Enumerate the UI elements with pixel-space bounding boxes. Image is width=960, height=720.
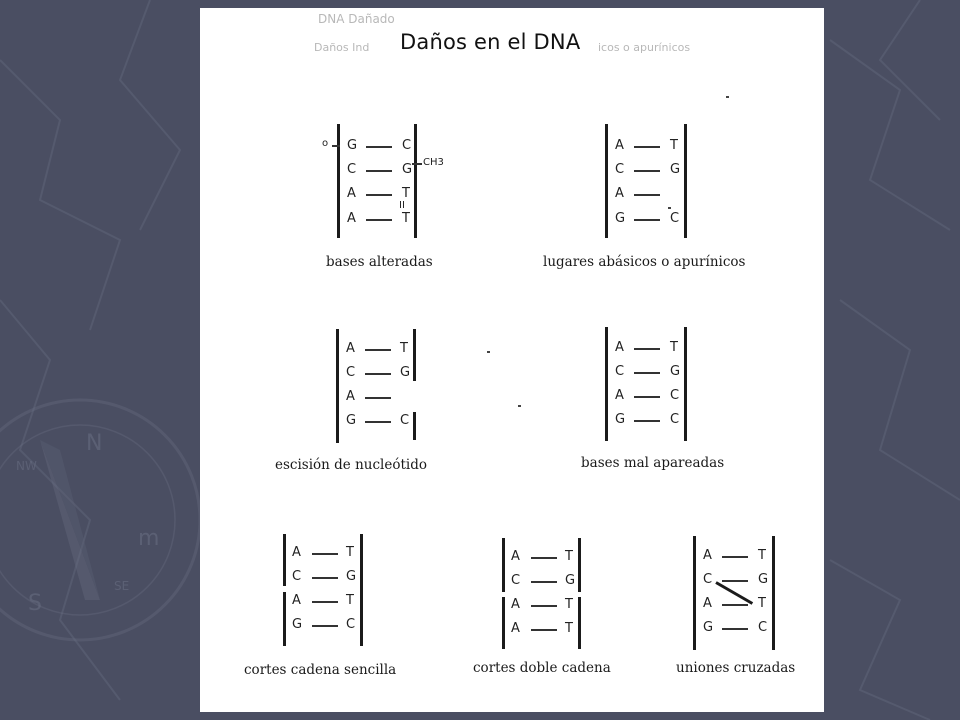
bond: [722, 580, 748, 582]
svg-text:S: S: [28, 591, 42, 616]
base-left: C: [292, 569, 302, 584]
base-right: G: [670, 364, 681, 379]
caption-bases-mal-apareadas: bases mal apareadas: [581, 455, 725, 471]
base-left: C: [615, 162, 625, 177]
left-strand: [336, 329, 339, 443]
bond: [312, 625, 338, 627]
bond: [722, 628, 748, 630]
mismatched-base: C: [670, 388, 680, 403]
base-right: G: [758, 572, 769, 587]
methyl-bond: [412, 163, 422, 165]
base-left: C: [703, 572, 713, 587]
caption-cortes-cadena-sencilla: cortes cadena sencilla: [244, 662, 397, 678]
base-right: T: [346, 593, 354, 608]
base-right: T: [565, 597, 573, 612]
base-left: A: [511, 549, 520, 564]
speck: [487, 351, 490, 353]
base-left: A: [292, 593, 301, 608]
ghost-header-text-1: DNA Dañado: [318, 12, 395, 26]
base-right: T: [346, 545, 354, 560]
base-left: G: [615, 412, 626, 427]
bond: [634, 194, 660, 196]
page-title: Daños en el DNA: [400, 30, 581, 54]
base-left: A: [511, 597, 520, 612]
base-right: T: [565, 549, 573, 564]
right-strand-lower: [413, 412, 416, 440]
base-right: T: [565, 621, 573, 636]
base-right: T: [402, 211, 410, 226]
bond: [634, 420, 660, 422]
caption-uniones-cruzadas: uniones cruzadas: [676, 660, 796, 676]
base-right: T: [758, 548, 766, 563]
bond: [312, 601, 338, 603]
base-left: C: [511, 573, 521, 588]
bond: [722, 604, 748, 606]
base-left: A: [347, 186, 356, 201]
bond: [531, 557, 557, 559]
bond: [365, 421, 391, 423]
base-right: C: [400, 413, 410, 428]
left-strand: [337, 124, 340, 238]
base-left: A: [703, 596, 712, 611]
oxidation-mark: o: [322, 138, 329, 149]
bond: [366, 170, 392, 172]
base-right: T: [670, 138, 678, 153]
base-left: G: [347, 138, 358, 153]
svg-text:m: m: [138, 526, 160, 551]
bond: [634, 348, 660, 350]
base-left: A: [346, 341, 355, 356]
base-left: G: [292, 617, 303, 632]
base-left: A: [347, 211, 356, 226]
base-right: T: [402, 186, 410, 201]
base-right: T: [400, 341, 408, 356]
base-right: G: [346, 569, 357, 584]
svg-text:NW: NW: [16, 459, 37, 473]
base-right: G: [402, 162, 413, 177]
base-right: T: [670, 340, 678, 355]
left-strand: [693, 536, 696, 650]
base-left: A: [703, 548, 712, 563]
base-left: G: [615, 211, 626, 226]
right-strand: [684, 124, 687, 238]
base-right: C: [670, 211, 680, 226]
base-left: A: [615, 388, 624, 403]
right-strand-upper: [578, 538, 581, 592]
bond: [312, 577, 338, 579]
right-strand-upper: [413, 329, 416, 381]
left-strand: [605, 327, 608, 441]
base-left: A: [511, 621, 520, 636]
base-left: A: [346, 389, 355, 404]
base-right: G: [565, 573, 576, 588]
caption-escision-nucleotido: escisión de nucleótido: [275, 457, 427, 473]
left-strand-lower: [283, 592, 286, 646]
bond: [366, 194, 392, 196]
base-left: A: [615, 186, 624, 201]
base-right: C: [402, 138, 412, 153]
bond: [531, 629, 557, 631]
bond: [365, 397, 391, 399]
speck: [668, 207, 671, 209]
svg-text:SE: SE: [114, 579, 130, 593]
bond: [634, 219, 660, 221]
left-strand-lower: [502, 597, 505, 649]
base-right: C: [758, 620, 768, 635]
caption-bases-alteradas: bases alteradas: [326, 254, 433, 270]
base-left: C: [346, 365, 356, 380]
right-strand: [772, 536, 775, 650]
base-left: A: [615, 340, 624, 355]
base-right: T: [758, 596, 766, 611]
speck: [726, 96, 729, 98]
bond: [634, 146, 660, 148]
base-right: G: [400, 365, 411, 380]
left-strand-upper: [502, 538, 505, 592]
right-strand: [360, 534, 363, 646]
bond: [365, 349, 391, 351]
base-right: C: [670, 412, 680, 427]
ghost-header-text-3: icos o apurínicos: [598, 41, 691, 54]
base-right: G: [670, 162, 681, 177]
bond: [366, 146, 392, 148]
bond: [312, 553, 338, 555]
ghost-header-text-2: Daños Ind: [314, 41, 370, 54]
right-strand: [414, 124, 417, 238]
bond: [365, 373, 391, 375]
base-left: G: [346, 413, 357, 428]
left-strand: [605, 124, 608, 238]
bond: [634, 396, 660, 398]
right-strand: [684, 327, 687, 441]
bond: [366, 219, 392, 221]
bond: [531, 581, 557, 583]
base-left: C: [615, 364, 625, 379]
left-strand-upper: [283, 534, 286, 586]
svg-text:N: N: [86, 431, 103, 456]
base-left: G: [703, 620, 714, 635]
speck: [518, 405, 521, 407]
bond: [332, 145, 340, 147]
crosslink-bond: [715, 581, 753, 605]
methyl-label: CH3: [423, 157, 444, 168]
bond: [722, 556, 748, 558]
right-strand-lower: [578, 597, 581, 649]
bond: [531, 605, 557, 607]
dimer-mark: II: [399, 200, 405, 211]
base-left: C: [347, 162, 357, 177]
scanned-page: [200, 8, 824, 712]
base-left: A: [615, 138, 624, 153]
bond: [634, 372, 660, 374]
base-left: A: [292, 545, 301, 560]
bond: [634, 170, 660, 172]
caption-cortes-doble-cadena: cortes doble cadena: [473, 660, 611, 676]
caption-lugares-abasicos: lugares abásicos o apurínicos: [543, 254, 746, 270]
base-right: C: [346, 617, 356, 632]
